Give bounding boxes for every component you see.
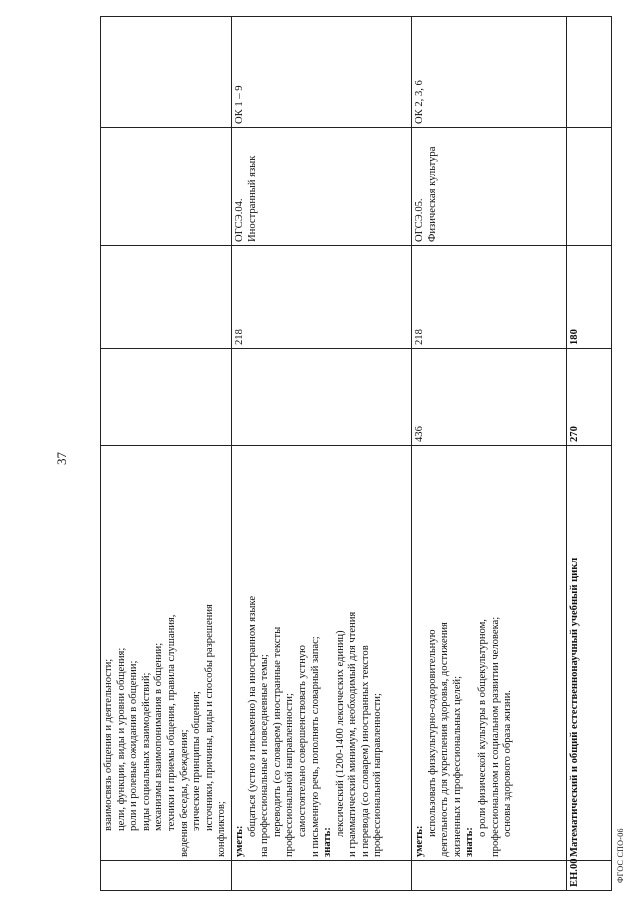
- desc-line: взаимосвязь общения и деятельности;: [103, 658, 114, 831]
- cell-hours: [101, 246, 232, 349]
- desc-line: конфликтов;: [216, 801, 228, 857]
- cell-max-load: [101, 349, 232, 446]
- cell-competencies: ОК 1 – 9: [231, 17, 411, 128]
- desc-line: профессиональной направленности;: [284, 693, 296, 857]
- discipline-name: Иностранный язык: [246, 155, 258, 242]
- cell-index: [101, 861, 232, 891]
- curriculum-table: [100, 16, 612, 891]
- desc-line: профессиональном и социальном развитии человека;: [489, 616, 501, 857]
- desc-line: жизненных и профессиональных целей;: [451, 675, 463, 857]
- discipline-code: ОГСЭ.05.: [413, 198, 425, 242]
- cell-index: [411, 861, 566, 891]
- desc-line: цели, функции, виды и уровни общения;: [115, 647, 127, 831]
- cell-description: Математический и общий естественнонаучный учебный цикл: [566, 446, 611, 861]
- cell-description: [411, 446, 566, 861]
- desc-line: этические принципы общения;: [191, 691, 203, 831]
- cell-competencies: [566, 17, 611, 128]
- desc-line: ведения беседы, убеждения;: [178, 729, 190, 857]
- cell-max-load: 270: [566, 349, 611, 446]
- heading-umet: уметь:: [233, 825, 245, 857]
- cell-description: [231, 446, 411, 861]
- desc-line: и грамматический минимум, необходимый для чтения: [347, 611, 359, 857]
- cell-max-load: 436: [411, 349, 566, 446]
- desc-line: профессиональной направленности;: [372, 693, 384, 857]
- desc-line: общаться (устно и письменно) на иностранном языке: [246, 595, 258, 837]
- heading-znat: знать:: [322, 827, 334, 857]
- cell-discipline: [411, 128, 566, 246]
- heading-umet: уметь:: [413, 825, 425, 857]
- desc-line: роли и ролевые ожидания в общении;: [128, 660, 140, 831]
- cell-hours: 218: [231, 246, 411, 349]
- desc-line: самостоятельно совершенствовать устную: [296, 645, 308, 837]
- desc-line: деятельность для укрепления здоровья, достижения: [439, 622, 451, 857]
- table-row: [231, 17, 411, 891]
- footer-mark: ФГОС СПО-06: [616, 828, 625, 883]
- desc-line: на профессиональные и повседневные темы;: [259, 654, 271, 857]
- cell-index: [231, 861, 411, 891]
- table-row: [101, 17, 232, 891]
- table-row: [566, 17, 611, 891]
- heading-znat: знать:: [464, 827, 476, 857]
- desc-line: и письменную речь, пополнять словарный запас;: [309, 636, 321, 857]
- desc-line: виды социальных взаимодействий;: [140, 672, 152, 831]
- desc-line: техники и приемы общения, правила слушания,: [165, 614, 177, 831]
- table-row: [411, 17, 566, 891]
- cell-discipline: [231, 128, 411, 246]
- desc-line: лексический (1200-1400 лексических единиц): [334, 630, 346, 837]
- cell-max-load: [231, 349, 411, 446]
- desc-line: источники, причины, виды и способы разрешения: [203, 604, 215, 831]
- cell-description: [101, 446, 232, 861]
- desc-line: переводить (со словарем) иностранные тексты: [271, 626, 283, 837]
- discipline-code: ОГСЭ.04.: [233, 198, 245, 242]
- desc-line: о роли физической культуры в общекультурном,: [476, 619, 488, 837]
- desc-line: использовать физкультурно-оздоровительную: [426, 629, 438, 837]
- cell-hours: 218: [411, 246, 566, 349]
- cell-hours: 180: [566, 246, 611, 349]
- discipline-name: Физическая культура: [426, 146, 438, 242]
- page-number: 37: [54, 452, 69, 465]
- cell-competencies: ОК 2, 3, 6: [411, 17, 566, 128]
- desc-line: и перевода (со словарем) иностранных текстов: [359, 645, 371, 857]
- cell-discipline: [566, 128, 611, 246]
- desc-line: механизмы взаимопонимания в общении;: [153, 642, 165, 831]
- cell-discipline: [101, 128, 232, 246]
- cell-index: ЕН.00: [566, 861, 611, 891]
- desc-line: основы здорового образа жизни.: [502, 690, 514, 837]
- cell-competencies: [101, 17, 232, 128]
